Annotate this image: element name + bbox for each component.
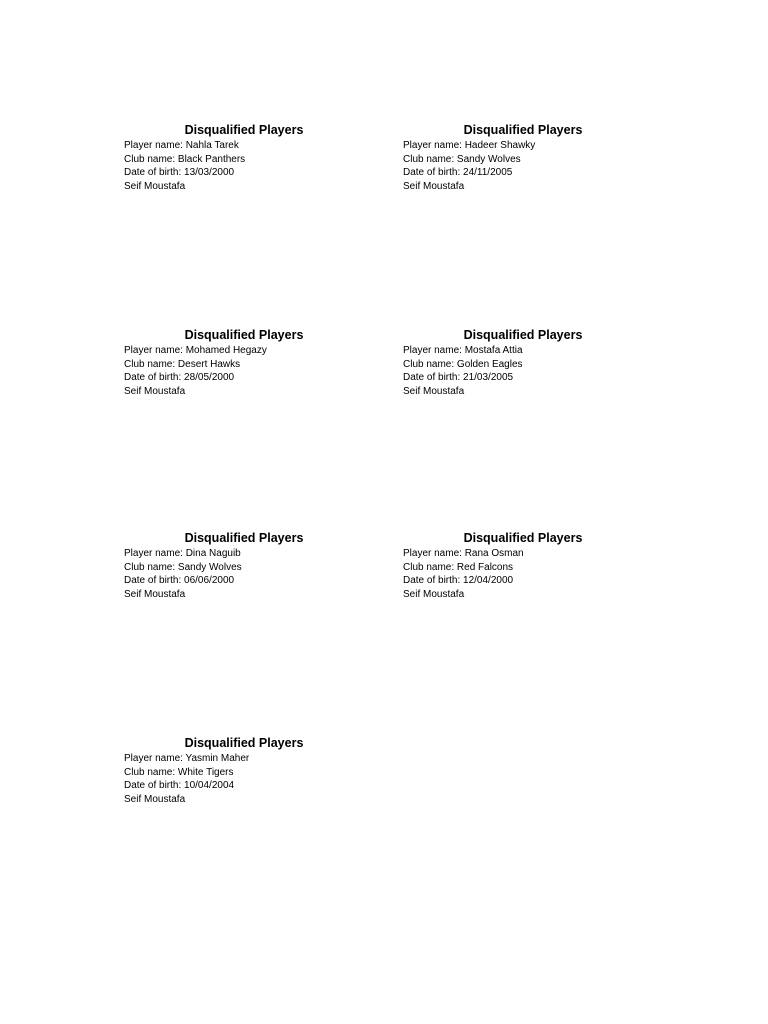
- signed-by: Seif Moustafa: [403, 181, 465, 193]
- player-name: Player name: Mostafa Attia: [403, 345, 523, 356]
- player-name: Player name: Nahla Tarek: [124, 140, 239, 151]
- card-title: Disqualified Players: [184, 531, 304, 545]
- date-of-birth: Date of birth: 12/04/2000: [403, 575, 514, 587]
- date-of-birth: Date of birth: 06/06/2000: [124, 575, 235, 587]
- signed-by: Seif Moustafa: [403, 386, 465, 398]
- player-card: [403, 328, 643, 399]
- player-card: [124, 123, 364, 194]
- signed-by: Seif Moustafa: [124, 181, 186, 193]
- player-card: [403, 531, 643, 602]
- club-name: Club name: Sandy Wolves: [124, 561, 242, 573]
- player-name: Player name: Dina Naguib: [124, 548, 241, 559]
- signed-by: Seif Moustafa: [124, 794, 186, 806]
- player-card: [403, 123, 643, 194]
- club-name: Club name: Red Falcons: [403, 561, 514, 573]
- date-of-birth: Date of birth: 28/05/2000: [124, 372, 235, 384]
- date-of-birth: Date of birth: 13/03/2000: [124, 167, 235, 179]
- player-card: [124, 328, 364, 399]
- club-name: Club name: Desert Hawks: [124, 358, 241, 370]
- club-name: Club name: White Tigers: [124, 766, 234, 778]
- player-name: Player name: Rana Osman: [403, 548, 524, 559]
- date-of-birth: Date of birth: 10/04/2004: [124, 780, 235, 792]
- player-card: [124, 531, 364, 602]
- card-title: Disqualified Players: [463, 328, 583, 342]
- date-of-birth: Date of birth: 24/11/2005: [403, 167, 513, 179]
- player-name: Player name: Yasmin Maher: [124, 753, 250, 764]
- player-card: [124, 736, 364, 807]
- player-name: Player name: Mohamed Hegazy: [124, 345, 267, 356]
- date-of-birth: Date of birth: 21/03/2005: [403, 372, 514, 384]
- player-name: Player name: Hadeer Shawky: [403, 140, 536, 151]
- signed-by: Seif Moustafa: [124, 589, 186, 601]
- club-name: Club name: Golden Eagles: [403, 358, 523, 370]
- signed-by: Seif Moustafa: [403, 589, 465, 601]
- card-title: Disqualified Players: [184, 328, 304, 342]
- card-title: Disqualified Players: [184, 736, 304, 750]
- card-title: Disqualified Players: [463, 531, 583, 545]
- card-title: Disqualified Players: [463, 123, 583, 137]
- club-name: Club name: Black Panthers: [124, 153, 246, 165]
- signed-by: Seif Moustafa: [124, 386, 186, 398]
- club-name: Club name: Sandy Wolves: [403, 153, 521, 165]
- card-title: Disqualified Players: [184, 123, 304, 137]
